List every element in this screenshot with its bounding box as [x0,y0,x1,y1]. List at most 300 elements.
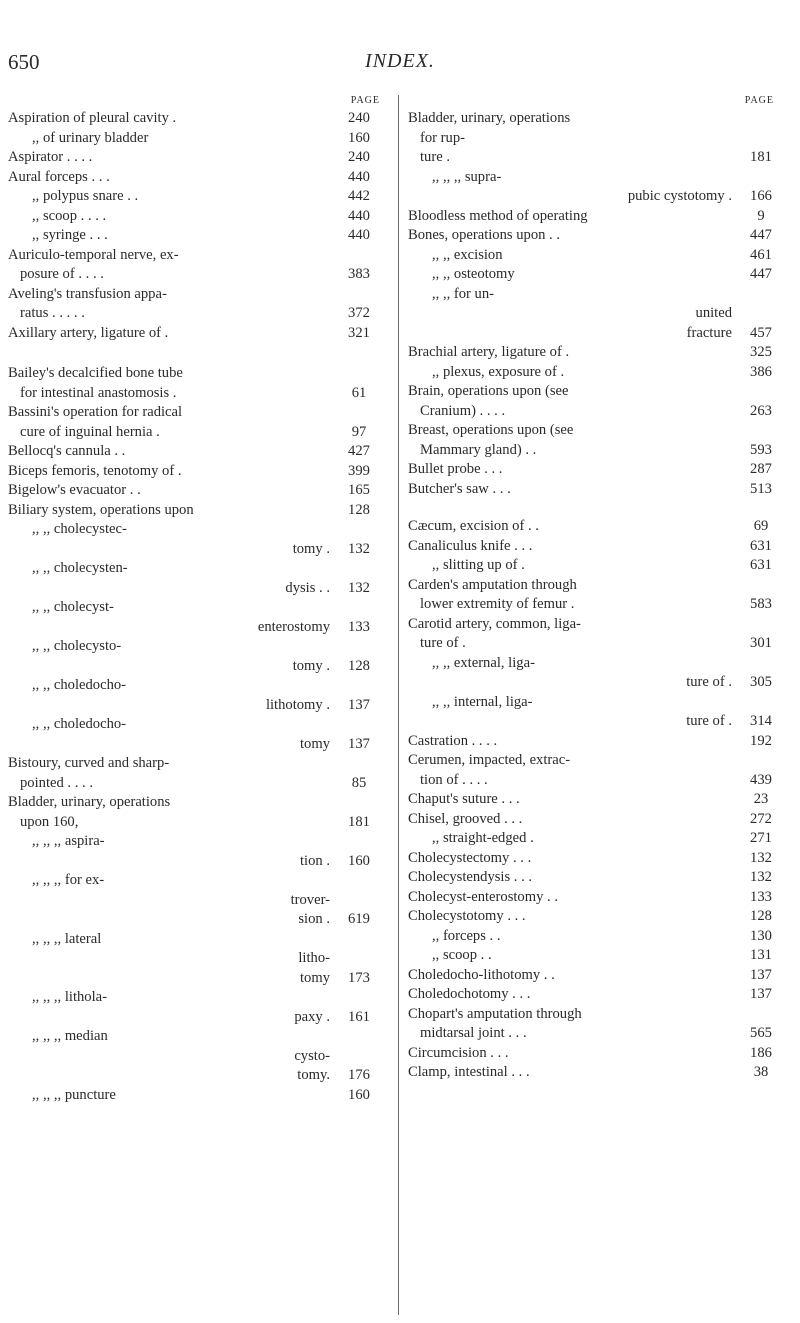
entry-text [408,927,732,947]
entry-line: ,, ,, ,, for ex- [32,872,105,888]
index-entry [408,265,792,285]
entry-text [408,517,732,537]
entry-line: Butcher's saw . . . [408,480,511,497]
page-reference: 161 [348,1008,370,1025]
entry-text [408,907,732,927]
index-entry [8,168,390,188]
entry-text [8,364,330,403]
entry-line: tomy. [297,1067,330,1083]
page-reference: 240 [348,149,370,165]
index-entry [8,676,390,715]
entry-line: ,, ,, excision [432,246,503,263]
entry-line: Biceps femoris, tenotomy of . [8,462,182,479]
index-entry [8,1086,390,1106]
entry-line: Circumcision . . . [408,1044,509,1061]
page-reference: 137 [348,735,370,752]
entry-text [8,481,330,501]
index-entry [408,888,792,908]
entry-text [408,654,732,693]
entry-line: litho- [298,950,330,966]
entry-text [8,129,330,149]
entry-line: Bigelow's evacuator . . [8,482,141,498]
page-reference: 442 [348,188,370,204]
index-entry [8,207,390,227]
entry-line: Aspirator . . . . [8,149,93,165]
page-reference: 128 [348,501,370,518]
entry-text [8,285,330,324]
entry-text [8,207,330,227]
entry-line: Bladder, urinary, operations [408,110,571,126]
entry-line: ,, ,, cholecysten- [32,560,128,576]
entry-line: posure of . . . . [20,266,104,282]
page-reference: 137 [750,966,772,983]
entry-line: Bellocq's cannula . . [8,443,126,459]
page-reference: 128 [750,908,772,924]
entry-line: Bistoury, curved and sharp- [8,755,170,771]
entry-text [408,1063,732,1083]
page-reference: 383 [348,266,370,282]
index-entry [8,442,390,462]
entry-line: ,, ,, ,, median [32,1028,108,1044]
entry-text [8,637,330,676]
entry-line: Castration . . . . [408,732,498,749]
page-reference: 176 [348,1067,370,1083]
index-entry [8,403,390,442]
page-reference: 583 [750,596,772,612]
page-reference: 447 [750,227,772,243]
page-reference: 619 [348,911,370,927]
entry-text [8,832,330,871]
entry-line: Breast, operations upon (see [408,422,574,438]
entry-line: tion of . . . . [420,771,488,788]
entry-text [408,1005,732,1044]
index-entry [408,751,792,790]
page-reference: 287 [750,461,772,477]
entry-line: Biliary system, operations upon [8,501,194,518]
entry-line: cure of inguinal hernia . [20,423,160,440]
entry-line: ,, ,, cholecyst- [32,599,114,615]
entry-text [408,985,732,1005]
index-entry [408,1044,792,1064]
page-reference: 447 [750,266,772,282]
page-reference: 372 [348,305,370,321]
entry-text [408,226,732,246]
index-entry [8,1027,390,1086]
page-reference: 631 [750,537,772,554]
entry-text [8,246,330,285]
index-entry [8,364,390,403]
page-reference: 181 [348,813,370,830]
entry-line: Chisel, grooved . . . [408,810,523,827]
entry-line: pointed . . . . [20,774,93,791]
index-entry [8,715,390,754]
entry-text [8,442,330,462]
entry-line: tomy . [292,657,330,674]
entry-line: ,, scoop . . . . [32,207,107,224]
entry-line: fracture [686,324,732,341]
index-entry [8,129,390,149]
index-entry [8,285,390,324]
index-entry [408,732,792,752]
entry-line: Choledocho-lithotomy . . [408,966,555,983]
page-reference: 132 [348,540,370,557]
entry-line: ,, ,, internal, liga- [432,693,533,710]
index-entry [408,868,792,888]
entry-groups [8,109,390,1105]
entry-line: ture of . [420,635,466,651]
page-reference: 399 [348,462,370,479]
page-reference: 85 [351,774,367,791]
page-reference: 130 [750,927,772,944]
page-reference: 181 [750,149,772,165]
entry-line: Cholecystectomy . . . [408,849,532,866]
index-entry [8,793,390,832]
page-reference: 69 [753,518,769,534]
entry-text [8,520,330,559]
entry-line: ,, syringe . . . [32,227,108,243]
entry-text [8,501,330,521]
page-reference: 314 [750,713,772,729]
entry-line: cysto- [294,1047,330,1064]
index-entry [408,168,792,207]
entry-line: Mammary gland) . . [420,441,537,458]
page-reference: 565 [750,1025,772,1041]
index-entry [408,382,792,421]
entry-line: ture of . [686,713,732,729]
entry-line: ,, forceps . . [432,927,501,944]
entry-line: ture . [420,149,450,165]
index-entry [408,985,792,1005]
entry-line: Chopart's amputation through [408,1005,582,1022]
index-entry [408,207,792,227]
entry-line: Aspiration of pleural cavity . [8,110,177,126]
entry-line: tion . [300,852,330,869]
page-reference: 305 [750,674,772,690]
entry-line: Aveling's transfusion appa- [8,285,167,302]
index-entry [8,148,390,168]
entry-text [408,207,732,227]
entry-text [408,946,732,966]
entry-text [8,324,330,344]
entry-line: ,, ,, for un- [432,285,495,302]
entry-text [8,1086,330,1106]
index-entry [408,849,792,869]
page-number: 650 [8,50,40,74]
page-reference: 457 [750,324,772,341]
index-entry [408,907,792,927]
entry-text [408,460,732,480]
entry-line: ture of . [686,674,732,690]
index-entry [408,576,792,615]
entry-text [408,363,732,383]
entry-text [8,676,330,715]
index-entry [408,1063,792,1083]
entry-text [8,226,330,246]
entry-line: Bladder, urinary, operations [8,794,171,810]
page-reference: 133 [750,888,772,905]
entry-text [8,871,330,930]
page-reference: 132 [348,579,370,596]
index-entry [408,246,792,266]
index-entry [408,810,792,830]
page-reference: 132 [750,849,772,866]
page-reference: 132 [750,869,772,885]
index-entry [8,832,390,871]
index-entry [408,946,792,966]
index-entry [408,363,792,383]
page-reference: 461 [750,246,772,263]
page-reference: 263 [750,402,772,419]
index-column-left [8,93,390,1105]
index-entry [8,324,390,344]
page-reference: 272 [750,810,772,827]
entry-text [408,421,732,460]
page-reference: 440 [348,207,370,224]
entry-text [408,810,732,830]
entry-line: Bloodless method of operating [408,207,588,224]
entry-text [408,343,732,363]
entry-line: Chaput's suture . . . [408,791,520,807]
index-entry [408,556,792,576]
entry-line: ,, ,, osteotomy [432,266,515,282]
page-reference: 166 [750,188,772,204]
entry-line: Cholecystotomy . . . [408,908,526,924]
entry-text [408,576,732,615]
page-reference: 128 [348,657,370,674]
letter-group-gap [408,499,792,517]
entry-groups [408,109,792,1083]
entry-line: Bassini's operation for radical [8,404,183,420]
entry-line: paxy . [294,1008,330,1025]
running-title: INDEX. [365,50,435,72]
page-reference: 321 [348,324,370,341]
page-reference: 593 [750,441,772,458]
page-reference: 131 [750,947,772,963]
page-reference: 440 [348,227,370,243]
page-reference: 631 [750,557,772,573]
page-reference: 9 [757,207,765,224]
entry-line: ,, ,, choledocho- [32,716,127,732]
page-reference: 325 [750,344,772,360]
page-reference: 186 [750,1044,772,1061]
entry-text [408,537,732,557]
entry-line: Brain, operations upon (see [408,383,569,399]
index-entry [408,517,792,537]
entry-line: ,, slitting up of . [432,557,525,573]
index-column-right [408,93,792,1083]
page-reference: 160 [348,129,370,146]
entry-text [408,615,732,654]
entry-line: tomy . [292,540,330,557]
entry-line: midtarsal joint . . . [420,1025,527,1041]
entry-text [8,1027,330,1086]
letter-group-gap [8,343,390,364]
entry-line: ,, scoop . . [432,947,492,963]
entry-text [408,732,732,752]
page-reference: 160 [348,1086,370,1103]
entry-line: Carden's amputation through [408,576,577,593]
entry-line: sion . [298,911,330,927]
entry-line: ,, of urinary bladder [32,129,149,146]
index-entry [8,481,390,501]
entry-line: tomy [300,969,330,986]
entry-line: Brachial artery, ligature of . [408,344,570,360]
page-reference: 386 [750,363,772,380]
entry-line: ,, ,, ,, aspira- [32,833,105,849]
page-reference: 513 [750,480,772,497]
page-reference: 23 [753,791,769,807]
entry-line: Clamp, intestinal . . . [408,1064,530,1080]
entry-text [8,403,330,442]
entry-line: ,, ,, ,, lateral [32,930,102,947]
entry-line: ratus . . . . . [20,305,85,321]
index-entry [408,693,792,732]
entry-text [8,930,330,989]
entry-line: for intestinal anastomosis . [20,384,177,401]
entry-text [408,265,732,285]
entry-line: Axillary artery, ligature of . [8,324,169,341]
page-column-label: PAGE [744,95,774,106]
entry-text [408,966,732,986]
index-entry [8,871,390,930]
entry-text [408,480,732,500]
entry-line: Bullet probe . . . [408,461,503,477]
page-reference: 192 [750,732,772,749]
entry-text [8,168,330,188]
entry-text [408,868,732,888]
page-reference: 61 [351,384,367,401]
page-reference: 137 [750,986,772,1002]
entry-text [408,285,732,344]
entry-line: ,, ,, external, liga- [432,654,535,671]
entry-line: Choledochotomy . . . [408,986,531,1002]
entry-line: Aural forceps . . . [8,168,110,185]
entry-text [408,751,732,790]
entry-line: ,, plexus, exposure of . [432,363,565,380]
entry-line: ,, ,, choledocho- [32,677,127,693]
entry-text [8,109,330,129]
entry-text [408,829,732,849]
page-reference: 160 [348,852,370,869]
entry-text [8,793,330,832]
entry-line: dysis . . [285,579,330,596]
index-entry [8,520,390,559]
index-entry [8,988,390,1027]
index-entry [8,754,390,793]
entry-line: lithotomy . [265,696,330,713]
entry-text [408,168,732,207]
entry-text [8,598,330,637]
index-entry [8,598,390,637]
entry-line: Bones, operations upon . . [408,227,561,243]
entry-line: Cholecyst-enterostomy . . [408,888,558,905]
index-entry [408,1005,792,1044]
page-reference: 133 [348,618,370,635]
page-reference: 271 [750,830,772,846]
index-entry [408,109,792,168]
entry-line: Carotid artery, common, liga- [408,615,581,632]
index-entry [408,537,792,557]
index-entry [8,501,390,521]
index-entry [8,637,390,676]
page-reference: 173 [348,969,370,986]
index-entry [8,226,390,246]
index-entry [8,462,390,482]
index-entry [408,654,792,693]
entry-text [408,849,732,869]
entry-line: ,, polypus snare . . [32,188,139,204]
page-reference: 137 [348,696,370,713]
page-header [0,50,800,80]
index-entry [408,226,792,246]
entry-line: Cerumen, impacted, extrac- [408,752,571,768]
index-entry [408,460,792,480]
entry-line: upon 160, [20,813,79,830]
entry-line: Cranium) . . . . [420,402,506,419]
index-entry [8,930,390,989]
page-reference: 240 [348,110,370,126]
index-entry [8,109,390,129]
page-reference: 439 [750,771,772,788]
page-reference: 427 [348,443,370,459]
entry-line: for rup- [420,129,465,146]
entry-text [408,382,732,421]
entry-text [408,246,732,266]
entry-line: pubic cystotomy . [627,188,732,204]
index-entry [408,927,792,947]
entry-line: trover- [290,891,330,908]
entry-line: ,, straight-edged . [432,830,534,846]
page-reference: 440 [348,168,370,185]
index-entry [408,285,792,344]
index-entry [8,559,390,598]
entry-line: Cæcum, excision of . . [408,518,539,534]
entry-text [8,559,330,598]
entry-line: ,, ,, ,, lithola- [32,989,107,1005]
column-divider [398,95,399,1315]
entry-text [408,1044,732,1064]
page-reference: 38 [753,1064,769,1080]
entry-line: enterostomy [257,618,330,635]
entry-line: ,, ,, ,, supra- [432,168,502,185]
index-entry [8,246,390,285]
entry-line: tomy [300,735,330,752]
entry-text [408,888,732,908]
entry-line: Bailey's decalcified bone tube [8,365,183,381]
entry-line: Cholecystendysis . . . [408,869,533,885]
entry-text [8,187,330,207]
entry-text [408,556,732,576]
page-column-label: PAGE [350,95,380,106]
page-reference: 301 [750,635,772,651]
index-entry [408,615,792,654]
entry-line: ,, ,, ,, puncture [32,1086,116,1103]
entry-text [8,754,330,793]
entry-line: ,, ,, cholecysto- [32,638,122,654]
index-entry [408,343,792,363]
index-entry [408,480,792,500]
index-entry [408,421,792,460]
index-entry [408,966,792,986]
entry-line: ,, ,, cholecystec- [32,521,127,537]
entry-text [408,790,732,810]
entry-line: united [695,305,732,321]
entry-text [408,109,732,168]
entry-text [8,148,330,168]
entry-text [8,988,330,1027]
entry-text [8,715,330,754]
page-reference: 165 [348,482,370,498]
